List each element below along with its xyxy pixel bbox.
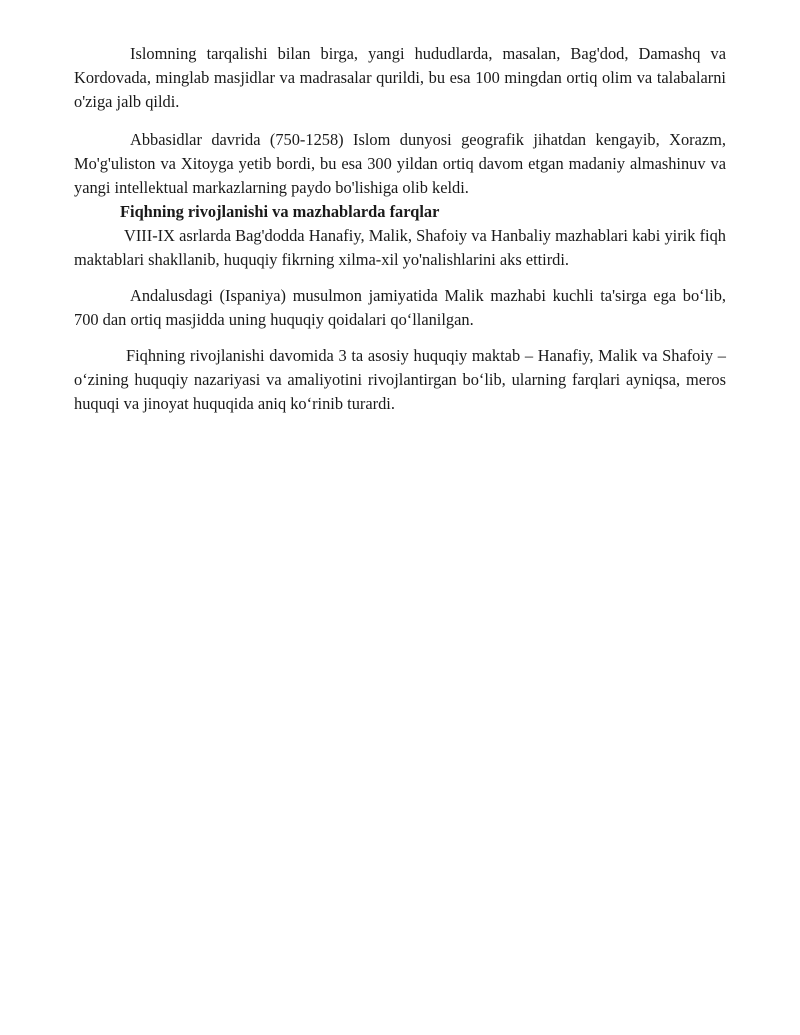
paragraph-andalus: Andalusdagi (Ispaniya) musulmon jamiyatida Malik mazhabi kuchli ta'sirga ega bo‘lib, 700 dan ortiq masjidda uning huquqiy qoidalari qo‘llanilgan. <box>74 286 726 329</box>
paragraph-legal-schools: Fiqhning rivojlanishi davomida 3 ta asosiy huquqiy maktab – Hanafiy, Malik va Shafoiy – o‘zining huquqiy nazariyasi va amaliyotini rivojlantirgan bo‘lib, ularning farqlari ayniqsa, meros huquqi va jinoyat huquqida aniq ko‘rinib turardi. <box>74 346 726 413</box>
section-heading: Fiqhning rivojlanishi va mazhablarda farqlar <box>120 202 440 221</box>
paragraph-abbasid-era: Abbasidlar davrida (750-1258) Islom dunyosi geografik jihatdan kengayib, Xorazm, Mo'g'uliston va Xitoyga yetib bordi, bu esa 300 yildan ortiq davom etgan madaniy almashinuv va yangi intellektual markazlarning paydo bo'lishiga olib keldi. <box>74 130 726 197</box>
paragraph-fiqh-schools: VIII-IX asrlarda Bag'dodda Hanafiy, Malik, Shafoiy va Hanbaliy mazhablari kabi yirik fiqh maktablari shakllanib, huquqiy fikrning xilma-xil yo'nalishlarini aks ettirdi. <box>74 226 726 269</box>
document-page <box>74 42 726 416</box>
paragraph-islam-spread: Islomning tarqalishi bilan birga, yangi hududlarda, masalan, Bag'dod, Damashq va Kordovada, minglab masjidlar va madrasalar qurildi, bu esa 100 mingdan ortiq olim va talabalarni o'ziga jalb qildi. <box>74 44 726 111</box>
